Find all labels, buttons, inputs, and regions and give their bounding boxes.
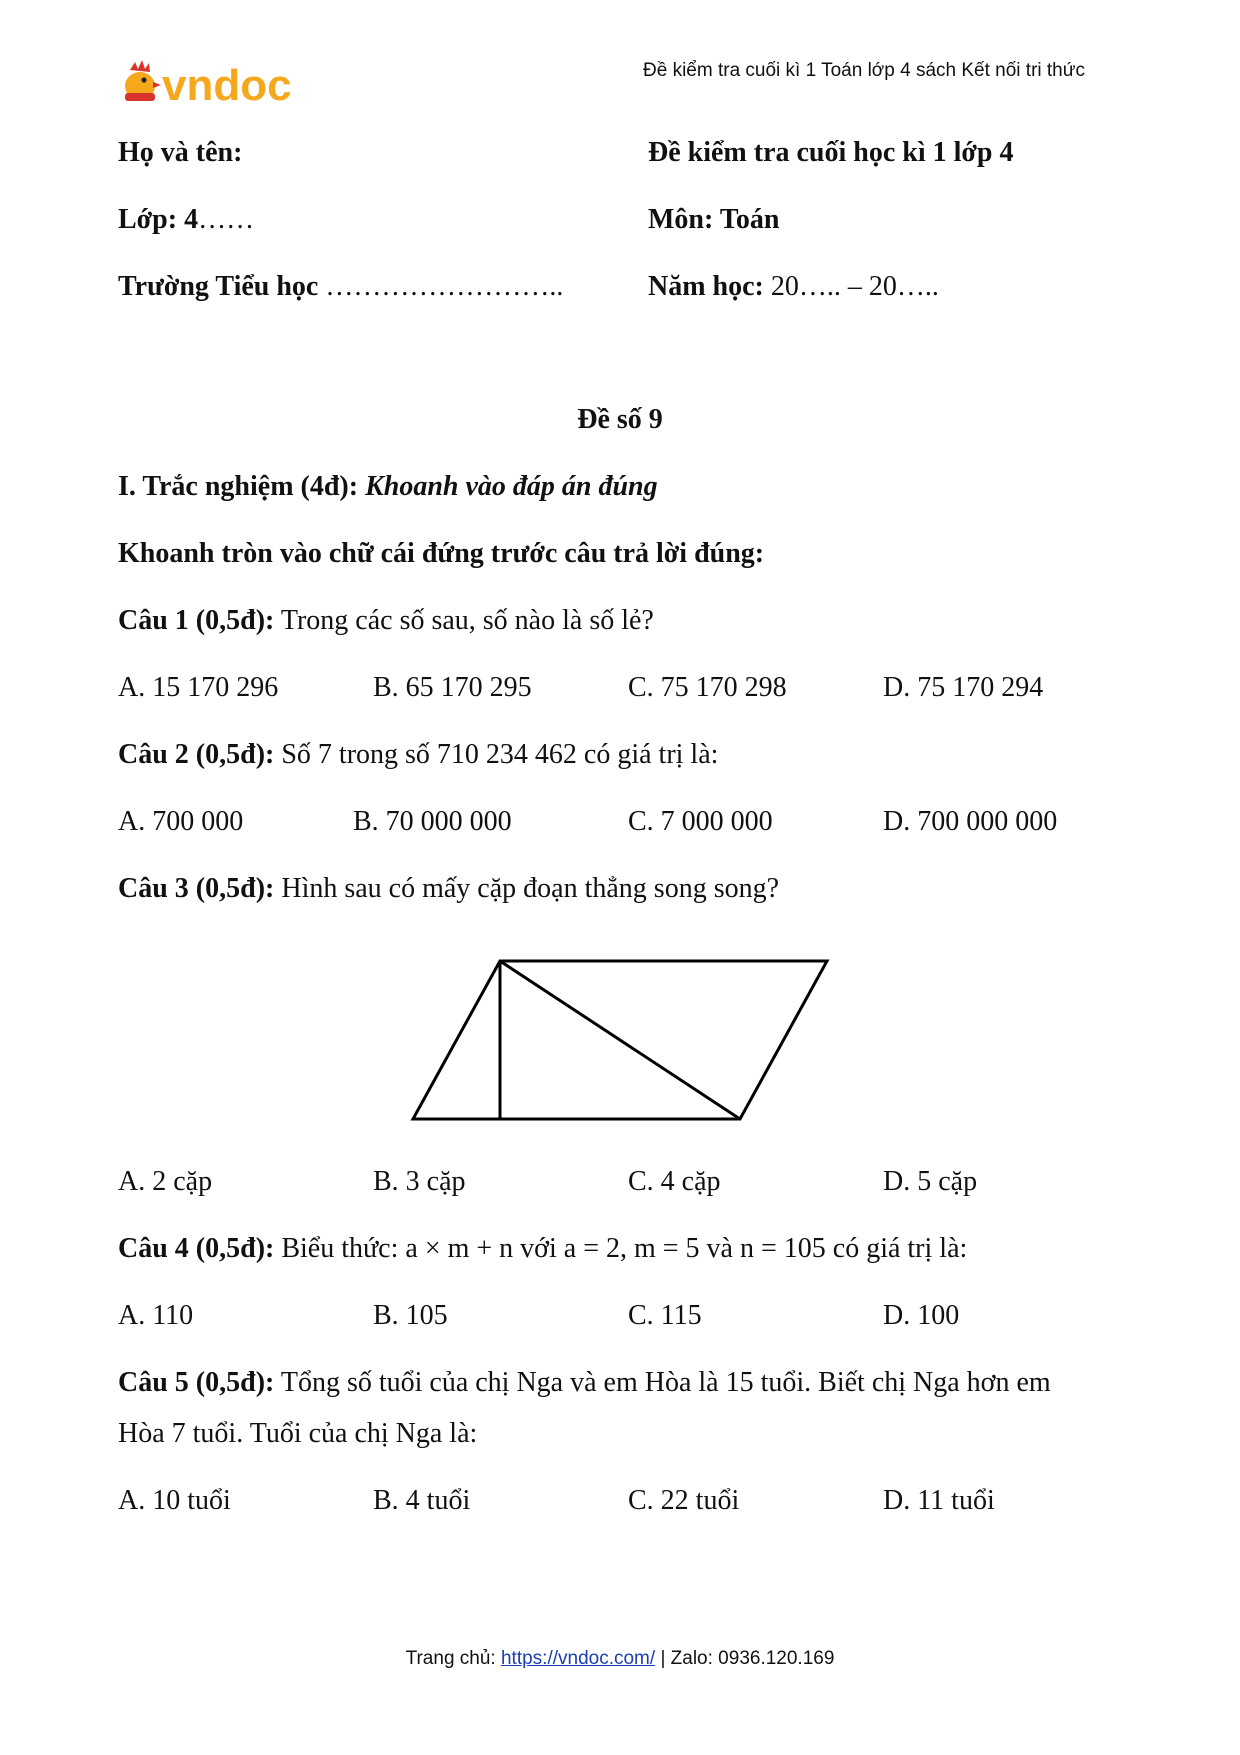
option-a: A. 700 000 (118, 806, 244, 837)
question-1 (118, 605, 654, 637)
option-a: A. 15 170 296 (118, 672, 279, 703)
question-2 (118, 739, 718, 771)
option-b: B. 4 tuổi (373, 1485, 471, 1516)
section-1-heading (118, 471, 658, 503)
question-text: Biểu thức: a × m + n với a = 2, m = 5 và n = 105 có giá trị là: (274, 1233, 968, 1264)
question-4 (118, 1233, 967, 1265)
option-b: B. 65 170 295 (373, 672, 532, 703)
footer-home-link[interactable]: https://vndoc.com/ (500, 1648, 656, 1669)
instruction: Khoanh tròn vào chữ cái đứng trước câu trả lời đúng: (118, 538, 765, 569)
option-c: C. 75 170 298 (628, 672, 787, 703)
option-d: D. 700 000 000 (883, 806, 1058, 837)
name-label: Họ và tên: (118, 137, 243, 168)
option-b: B. 70 000 000 (353, 806, 512, 837)
question-text: Trong các số sau, số nào là số lẻ? (274, 605, 654, 636)
option-b: B. 3 cặp (373, 1166, 466, 1197)
year-line (648, 271, 939, 303)
option-a: A. 2 cặp (118, 1166, 213, 1197)
question-3 (118, 873, 779, 905)
question-label: Câu 1 (0,5đ): (118, 605, 275, 636)
question-label: Câu 2 (0,5đ): (118, 739, 275, 770)
subject-label: Môn: Toán (648, 204, 780, 235)
question-text: Hình sau có mấy cặp đoạn thẳng song song? (274, 873, 780, 904)
year-label: Năm học: (648, 271, 764, 302)
vndoc-logo (118, 56, 308, 108)
rooster-mascot-icon (125, 60, 161, 101)
option-c: C. 7 000 000 (628, 806, 773, 837)
question-text: Số 7 trong số 710 234 462 có giá trị là: (274, 739, 719, 770)
school-line (118, 271, 563, 303)
school-dots: …………………….. (318, 271, 564, 302)
school-label: Trường Tiểu học (118, 271, 319, 302)
option-c: C. 22 tuổi (628, 1485, 740, 1516)
class-dots: …… (198, 204, 255, 235)
footer-zalo: | Zalo: 0936.120.169 (655, 1648, 835, 1669)
option-a: A. 110 (118, 1300, 194, 1331)
parallelogram-figure (410, 958, 840, 1136)
footer-home-label: Trang chủ: (405, 1648, 501, 1669)
option-d: D. 75 170 294 (883, 672, 1044, 703)
option-b: B. 105 (373, 1300, 448, 1331)
question-label: Câu 4 (0,5đ): (118, 1233, 275, 1264)
year-value: 20….. – 20….. (763, 271, 939, 302)
option-d: D. 11 tuổi (883, 1485, 995, 1516)
logo-wordmark: vndoc (162, 61, 292, 108)
section-1-note: Khoanh vào đáp án đúng (365, 471, 658, 502)
question-5 (118, 1367, 1051, 1399)
section-1-label: I. Trắc nghiệm (4đ): (118, 471, 366, 502)
question-text-continued: Hòa 7 tuổi. Tuổi của chị Nga là: (118, 1418, 478, 1449)
question-label: Câu 5 (0,5đ): (118, 1367, 275, 1398)
option-a: A. 10 tuổi (118, 1485, 231, 1516)
option-c: C. 115 (628, 1300, 702, 1331)
question-text: Tổng số tuổi của chị Nga và em Hòa là 15 tuổi. Biết chị Nga hơn em (274, 1367, 1051, 1398)
class-label: Lớp: 4 (118, 204, 199, 235)
exam-number: Đề số 9 (577, 404, 663, 435)
question-label: Câu 3 (0,5đ): (118, 873, 275, 904)
option-d: D. 100 (883, 1300, 960, 1331)
page-footer (0, 1648, 1240, 1670)
class-line (118, 204, 254, 236)
diagonal-segment (500, 961, 740, 1119)
header-doc-title: Đề kiểm tra cuối kì 1 Toán lớp 4 sách Kết nối tri thức (643, 60, 1085, 81)
option-d: D. 5 cặp (883, 1166, 978, 1197)
option-c: C. 4 cặp (628, 1166, 721, 1197)
exam-title: Đề kiểm tra cuối học kì 1 lớp 4 (648, 137, 1014, 168)
